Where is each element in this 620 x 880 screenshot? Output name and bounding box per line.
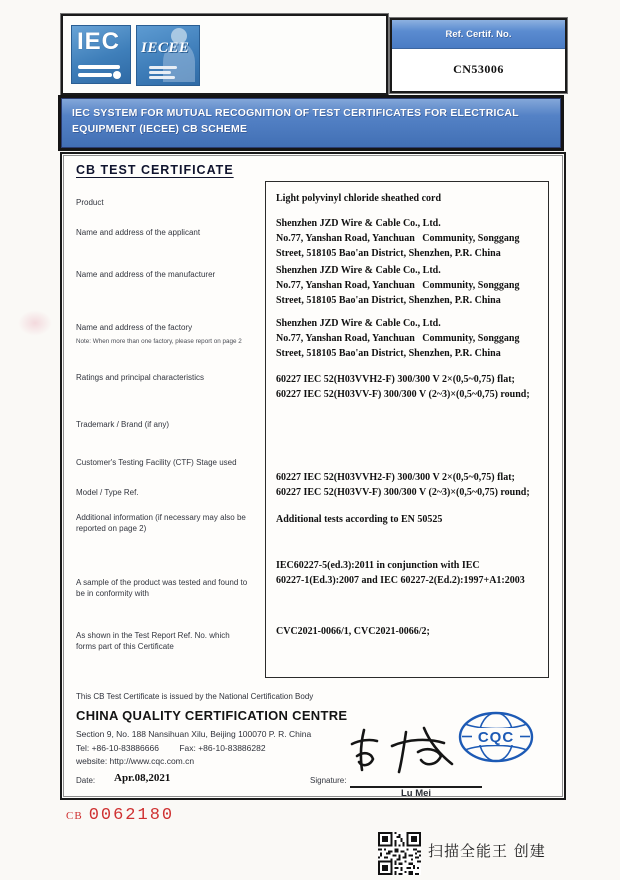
svg-text:CQC: CQC [477,729,515,746]
factory-note: Note: When more than one factory, please report on page 2 [76,338,242,345]
iecee-logo-text: IECEE [141,40,190,56]
ref-certif-header [392,20,565,49]
iecee-logo [136,25,200,86]
scan-smudge [18,310,52,336]
iecee-logo-bar [149,71,171,74]
field-label-model: Model / Type Ref. [76,488,139,497]
iec-logo [71,25,131,84]
date-label: Date: [76,776,96,785]
value-conformity: IEC60227-5(ed.3):2011 in conjunction with IEC 60227-1(Ed.3):2007 and IEC 60227-2(Ed.2):1997+A1:2003 [276,560,525,586]
value-manufacturer: Shenzhen JZD Wire & Cable Co., Ltd. No.77, Yanshan Road, Yanchuan Community, Songgang Street, 518105 Bao'an District, Shenzhen, P.R. China [276,265,520,306]
values-box [265,181,549,678]
cb-serial-prefix: CB [66,810,83,822]
ncb-website: website: http://www.cqc.com.cn [76,756,195,766]
value-applicant: Shenzhen JZD Wire & Cable Co., Ltd. No.77, Yanshan Road, Yanchuan Community, Songgang Street, 518105 Bao'an District, Shenzhen, P.R. China [276,218,520,259]
issued-by-statement: This CB Test Certificate is issued by the National Certification Body [76,692,314,701]
field-label-additional: Additional information (if necessary may also be reported on page 2) [76,513,246,533]
cb-serial-stamp [66,806,174,825]
logo-box [61,14,388,95]
field-label-manufacturer: Name and address of the manufacturer [76,270,216,279]
value-test-report: CVC2021-0066/1, CVC2021-0066/2; [276,626,430,637]
iec-logo-dot [113,71,121,79]
date-value: Apr.08,2021 [114,772,171,784]
scheme-banner-text: IEC SYSTEM FOR MUTUAL RECOGNITION OF TEST CERTIFICATES FOR ELECTRICAL EQUIPMENT (IECEE) CB SCHEME [72,107,519,136]
signatory-name: Lu Mei [400,788,432,799]
value-ratings: 60227 IEC 52(H03VVH2-F) 300/300 V 2×(0,5~0,75) flat; 60227 IEC 52(H03VV-F) 300/300 V (2~3)×(0,5~0,75) round; [276,374,530,400]
iec-logo-bar [78,73,112,77]
qr-code-icon [378,832,421,880]
scheme-banner [58,95,564,151]
ncb-tel: Tel: +86-10-83886666 [76,743,159,753]
iecee-logo-bar [149,76,175,79]
signature-label: Signature: [310,776,347,785]
field-label-trademark: Trademark / Brand (if any) [76,420,170,429]
iec-logo-bar [78,65,120,69]
certificate-title: CB TEST CERTIFICATE [76,163,234,177]
field-label-ctf: Customer's Testing Facility (CTF) Stage used [76,458,237,467]
value-model: 60227 IEC 52(H03VVH2-F) 300/300 V 2×(0,5~0,75) flat; 60227 IEC 52(H03VV-F) 300/300 V (2~3)×(0,5~0,75) round; [276,472,530,498]
scan-app-caption: 扫描全能王 创建 [428,842,546,860]
field-label-conformity: A sample of the product was tested and found to be in conformity with [76,578,248,598]
value-factory: Shenzhen JZD Wire & Cable Co., Ltd. No.77, Yanshan Road, Yanchuan Community, Songgang Street, 518105 Bao'an District, Shenzhen, P.R. China [276,318,520,359]
field-label-applicant: Name and address of the applicant [76,228,201,237]
ref-certif-number: CN53006 [453,62,504,76]
ncb-address: Section 9, No. 188 Nansihuan Xilu, Beijing 100070 P. R. China [76,729,312,739]
iec-logo-text: IEC [77,28,121,55]
ncb-name: CHINA QUALITY CERTIFICATION CENTRE [76,708,348,723]
field-label-test-report: As shown in the Test Report Ref. No. which forms part of this Certificate [76,631,230,651]
value-additional: Additional tests according to EN 50525 [276,514,443,525]
iecee-logo-bar [149,66,177,69]
ncb-fax: Fax: +86-10-83886282 [179,743,266,753]
cqc-logo-icon [456,710,536,769]
certificate-body [60,152,566,800]
field-label-ratings: Ratings and principal characteristics [76,373,205,382]
ref-certif-box [390,18,567,93]
value-product: Light polyvinyl chloride sheathed cord [276,193,442,204]
ncb-tel-fax [76,743,266,753]
field-label-product: Product [76,198,104,207]
field-label-factory: Name and address of the factory [76,323,193,332]
ref-certif-label: Ref. Certif. No. [445,28,512,40]
cb-serial-number: 0062180 [88,806,175,825]
